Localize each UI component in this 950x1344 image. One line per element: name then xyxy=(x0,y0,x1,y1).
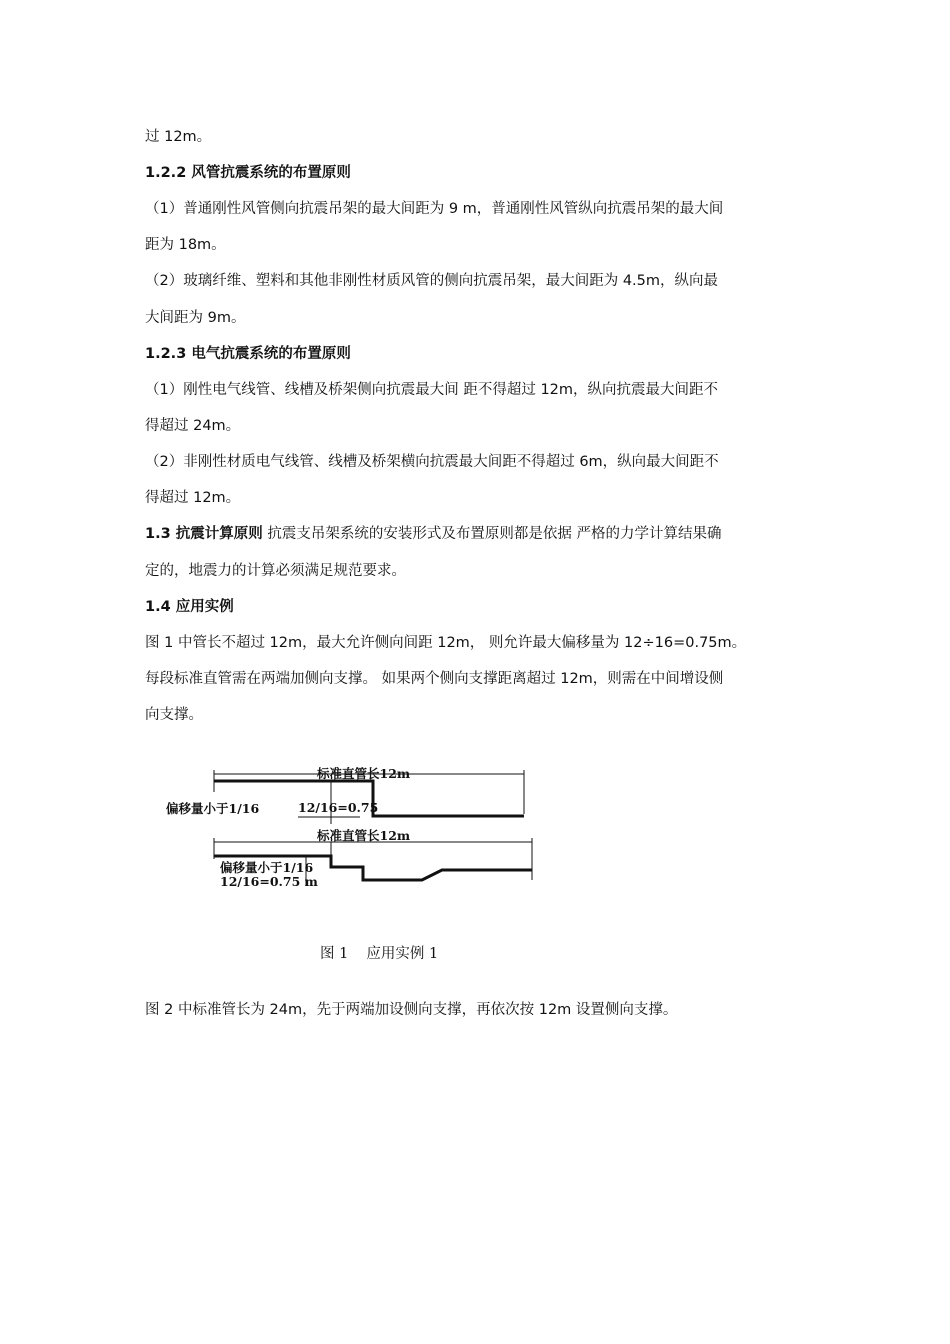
paragraph-text: 向支撑。 xyxy=(145,707,203,723)
paragraph-text: 每段标准直管需在两端加侧向支撑。 如果两个侧向支撑距离超过 12m，则需在中间增设侧 xyxy=(145,671,724,687)
paragraph-text: （2）非刚性材质电气线管、线槽及桥架横向抗震最大间距不得超过 6m，纵向最大间距不 xyxy=(145,454,719,470)
figure-label: 偏移量小于1/16 xyxy=(220,860,314,875)
paragraph-text: （1）普通刚性风管侧向抗震吊架的最大间距为 9 m，普通刚性风管纵向抗震吊架的最大间 xyxy=(145,201,724,217)
paragraph-text: （1）刚性电气线管、线槽及桥架侧向抗震最大间 距不得超过 12m，纵向抗震最大间距不 xyxy=(145,382,719,398)
figure-1-pipe-offset-diagram xyxy=(160,762,540,897)
figure-number: 图 1 xyxy=(320,946,349,962)
figure-label: 标准直管长12m xyxy=(317,766,411,781)
figure-title: 应用实例 1 xyxy=(366,946,439,962)
section-heading-1-4: 1.4 应用实例 xyxy=(145,599,234,615)
figure-label: 12/16=0.75 m xyxy=(220,874,318,889)
paragraph-text: 图 2 中标准管长为 24m，先于两端加设侧向支撑，再依次按 12m 设置侧向支撑。 xyxy=(145,1002,678,1018)
paragraph-text: 距为 18m。 xyxy=(145,237,226,253)
section-heading-1-2-2: 1.2.2 风管抗震系统的布置原则 xyxy=(145,165,351,181)
paragraph-text: 图 1 中管长不超过 12m，最大允许侧向间距 12m， 则允许最大偏移量为 12÷16=0.75m。 xyxy=(145,635,747,651)
paragraph-text: （2）玻璃纤维、塑料和其他非刚性材质风管的侧向抗震吊架，最大间距为 4.5m，纵向最 xyxy=(145,273,719,289)
section-heading-1-3: 1.3 抗震计算原则 xyxy=(145,526,263,542)
paragraph-text: 得超过 24m。 xyxy=(145,418,241,434)
paragraph-text: 得超过 12m。 xyxy=(145,490,241,506)
figure-caption xyxy=(320,942,456,963)
paragraph-text: 定的，地震力的计算必须满足规范要求。 xyxy=(145,563,406,579)
figure-label: 12/16=0.75 xyxy=(298,800,379,815)
paragraph-text: 抗震支吊架系统的安装形式及布置原则都是依据 严格的力学计算结果确 xyxy=(262,526,722,542)
paragraph-text: 大间距为 9m。 xyxy=(145,310,246,326)
figure-label: 偏移量小于1/16 xyxy=(166,801,260,816)
paragraph-text: 过 12m。 xyxy=(145,129,212,145)
paragraph-text xyxy=(145,524,721,544)
section-heading-1-2-3: 1.2.3 电气抗震系统的布置原则 xyxy=(145,346,351,362)
figure-label: 标准直管长12m xyxy=(317,828,411,843)
